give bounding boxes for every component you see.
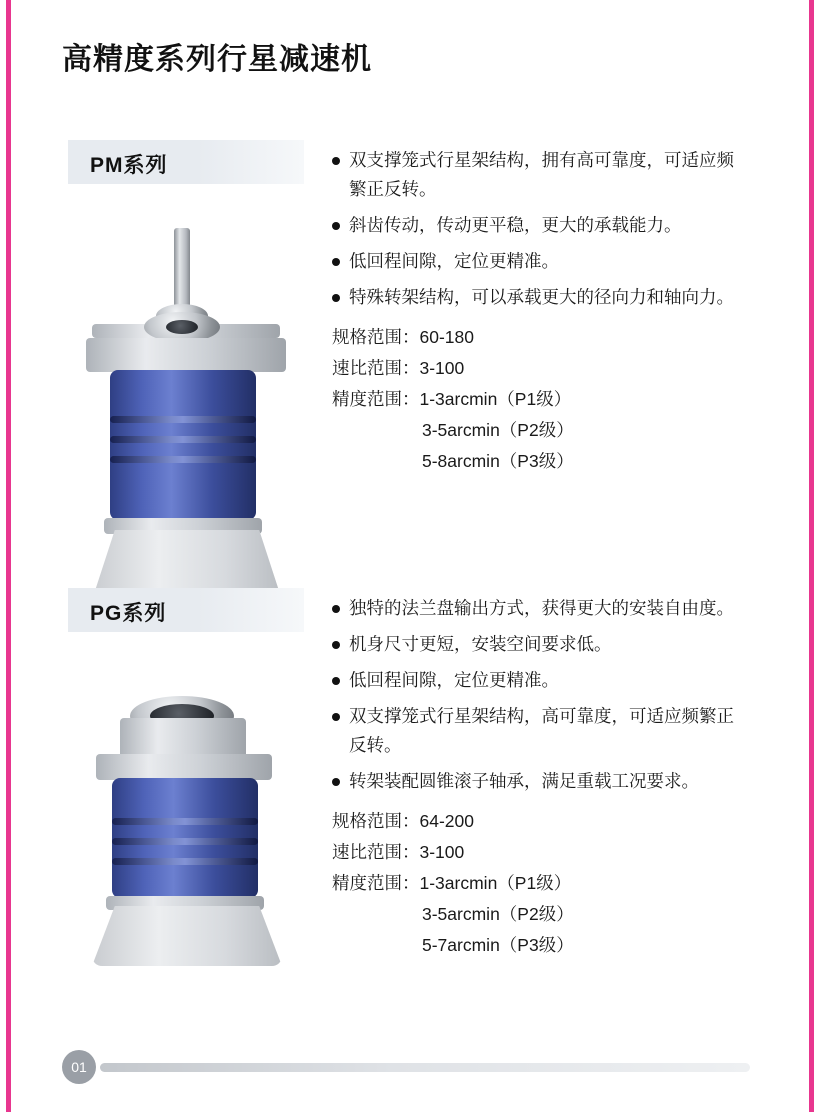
pg-description-column — [332, 594, 750, 961]
gearbox-housing — [110, 370, 256, 520]
feature-bullet: 双支撑笼式行星架结构，高可靠度，可适应频繁正反转。 — [332, 702, 750, 760]
pm-spec-list — [332, 322, 750, 477]
housing-groove-2 — [112, 838, 258, 845]
spec-line: 精度范围：1-3arcmin（P1级） — [332, 873, 572, 893]
series-badge-label: PM系列 — [90, 154, 168, 177]
spec-line: 3-5arcmin（P2级） — [422, 904, 574, 924]
series-badge-label: PG系列 — [90, 602, 167, 625]
series-badge-pg — [68, 588, 304, 632]
spec-line: 速比范围：3-100 — [332, 842, 465, 862]
feature-bullet: 独特的法兰盘输出方式，获得更大的安装自由度。 — [332, 594, 750, 623]
spec-line: 3-5arcmin（P2级） — [422, 420, 574, 440]
page-footer — [0, 1050, 820, 1090]
series-badge-pm — [68, 140, 304, 184]
housing-groove-2 — [110, 436, 256, 443]
feature-bullet: 双支撑笼式行星架结构，拥有高可靠度，可适应频繁正反转。 — [332, 146, 750, 204]
spec-line: 精度范围：1-3arcmin（P1级） — [332, 389, 572, 409]
pm-series-gearbox-photo — [70, 200, 310, 600]
pg-series-gearbox-photo — [70, 678, 310, 1008]
left-accent-rule — [6, 0, 11, 1112]
footer-decorative-bar — [100, 1063, 750, 1072]
page-number-badge: 01 — [62, 1050, 96, 1084]
housing-groove-1 — [112, 818, 258, 825]
spec-line: 5-8arcmin（P3级） — [422, 451, 574, 471]
spec-line: 规格范围：64-200 — [332, 811, 474, 831]
square-mounting-flange — [86, 338, 286, 372]
pg-spec-list — [332, 806, 750, 961]
housing-groove-3 — [110, 456, 256, 463]
feature-bullet: 机身尺寸更短，安装空间要求低。 — [332, 630, 750, 659]
feature-bullet: 特殊转架结构，可以承载更大的径向力和轴向力。 — [332, 283, 750, 312]
mounting-flange-plate — [96, 754, 272, 780]
pm-description-column — [332, 146, 750, 477]
right-accent-rule — [809, 0, 814, 1112]
housing-groove-1 — [110, 416, 256, 423]
shaft-bore — [166, 320, 198, 334]
feature-bullet: 斜齿传动，传动更平稳，更大的承载能力。 — [332, 211, 750, 240]
page-title: 高精度系列行星减速机 — [62, 43, 372, 76]
feature-bullet: 转架装配圆锥滚子轴承，满足重载工况要求。 — [332, 767, 750, 796]
spec-line: 5-7arcmin（P3级） — [422, 935, 574, 955]
spec-line: 规格范围：60-180 — [332, 327, 474, 347]
housing-groove-3 — [112, 858, 258, 865]
spec-line: 速比范围：3-100 — [332, 358, 465, 378]
feature-bullet: 低回程间隙，定位更精准。 — [332, 666, 750, 695]
motor-adapter-base — [92, 906, 282, 966]
feature-bullet: 低回程间隙，定位更精准。 — [332, 247, 750, 276]
